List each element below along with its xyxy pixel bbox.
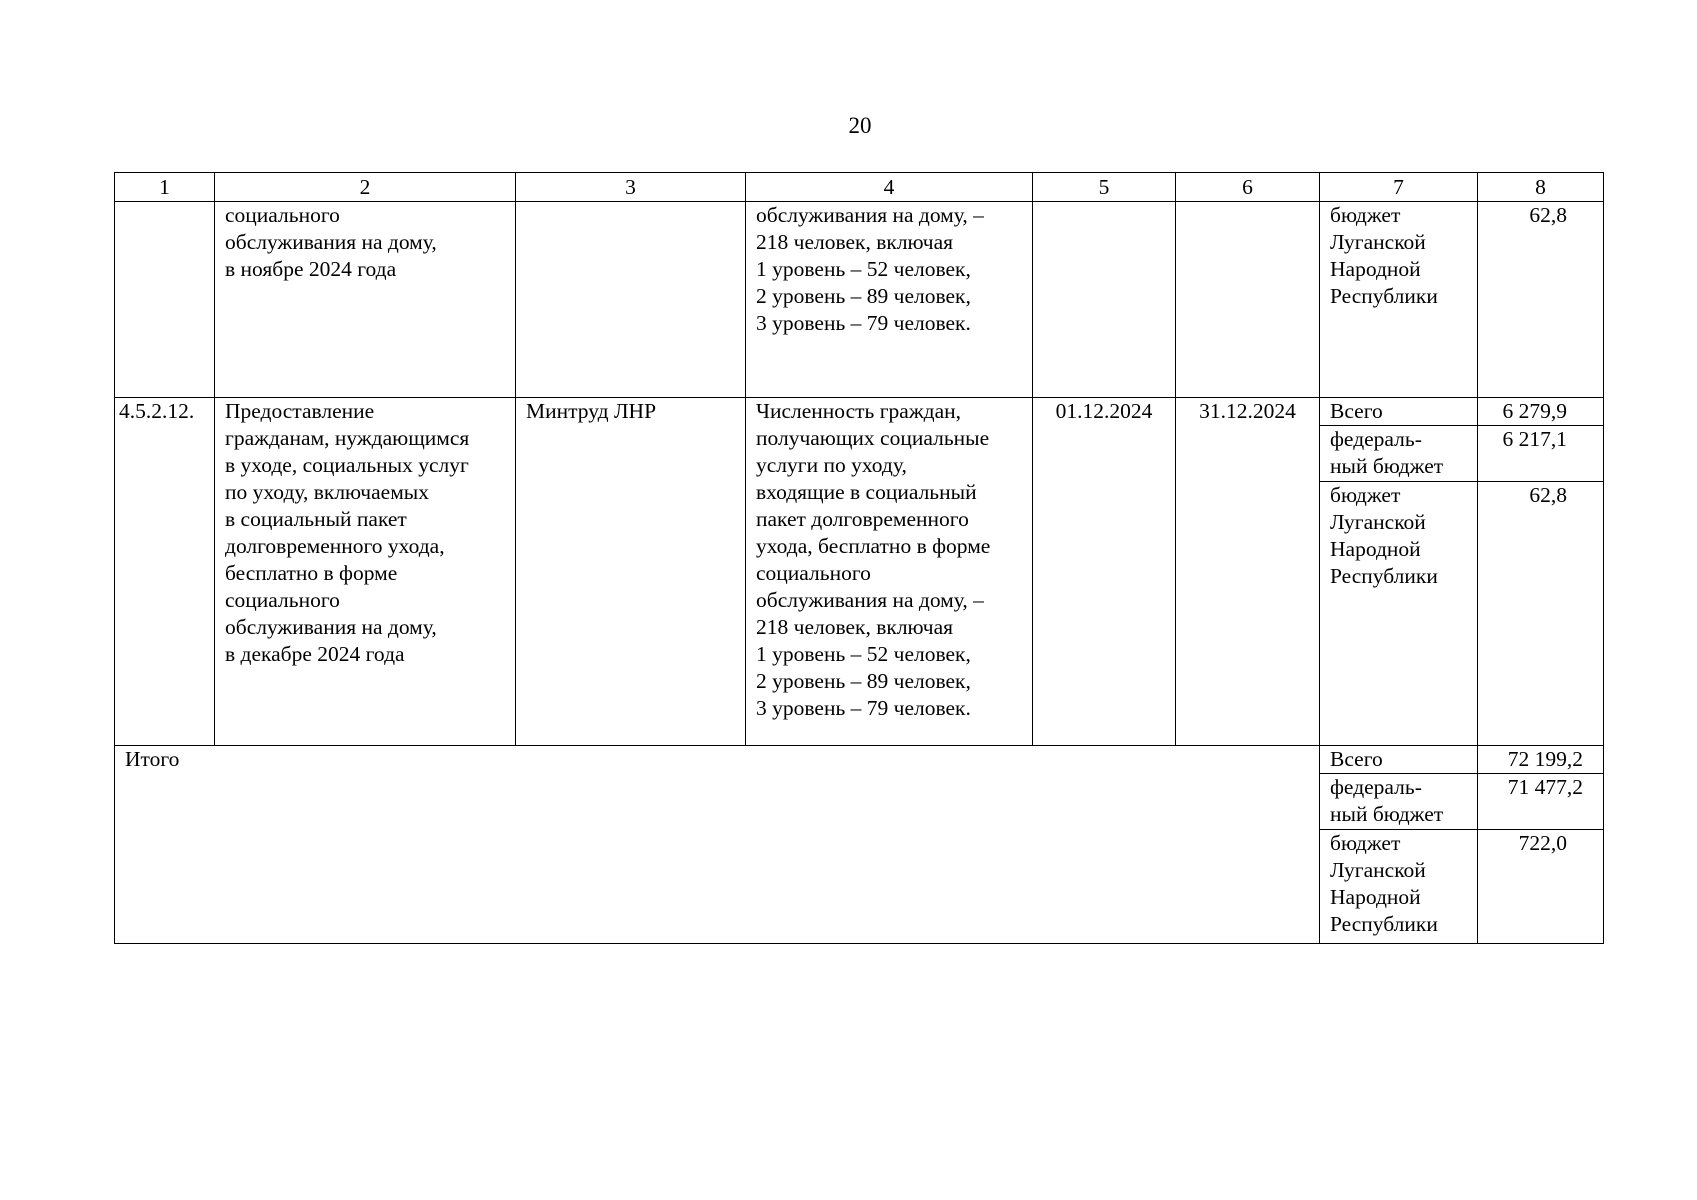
column-number: 6 [1176,173,1320,202]
column-number-row [115,173,1604,202]
text-line: гражданам, нуждающимся [225,426,470,450]
text-line: по уходу, включаемых [225,480,429,504]
text-line: Всего [1330,747,1383,771]
text-line: долговременного ухода, [225,534,445,558]
text-line: Республики [1330,284,1438,308]
text-line: Луганской [1330,858,1426,882]
text-line: 2 уровень – 89 человек, [756,669,971,693]
column-number: 5 [1033,173,1176,202]
text-line: обслуживания на дому, [225,230,437,254]
text-line: входящие в социальный [756,480,977,504]
text-line: федераль- [1330,427,1422,451]
text-line: в социальный пакет [225,507,407,531]
activity-name-cell [215,398,516,746]
funding-source-cell [1320,774,1478,830]
column-number: 4 [746,173,1033,202]
column-number: 3 [516,173,746,202]
column-number: 8 [1478,173,1604,202]
funding-source-cell [1320,482,1478,746]
executor-cell: Минтруд ЛНР [516,398,746,746]
text-line: социального [756,561,871,585]
text-line: федераль- [1330,775,1422,799]
funding-source-cell [1320,202,1478,398]
funding-source-cell [1320,746,1478,774]
text-line: обслуживания на дому, – [756,203,984,227]
text-line: Луганской [1330,230,1426,254]
activity-row [115,398,1604,426]
text-line: в уходе, социальных услуг [225,453,469,477]
text-line: в ноябре 2024 года [225,257,397,281]
text-line: 3 уровень – 79 человек. [756,696,971,720]
column-number: 2 [215,173,516,202]
text-line: услуги по уходу, [756,453,907,477]
text-line: бюджет [1330,483,1401,507]
text-line: Республики [1330,912,1438,936]
text-line: Республики [1330,564,1438,588]
end-date-cell [1176,202,1320,398]
funding-source-cell [1320,426,1478,482]
end-date-cell: 31.12.2024 [1176,398,1320,746]
continuation-row [115,202,1604,398]
text-line: 218 человек, включая [756,230,954,254]
text-line: ухода, бесплатно в форме [756,534,991,558]
amount-cell: 62,8 [1478,202,1604,398]
amount-cell: 722,0 [1478,830,1604,944]
amount-cell: 6 279,9 [1478,398,1604,426]
total-label-cell: Итого [115,746,1320,944]
funding-source-cell [1320,830,1478,944]
activity-name-cell [215,202,516,398]
text-line: социального [225,203,340,227]
text-line: получающих социальные [756,426,990,450]
funding-source-cell [1320,398,1478,426]
text-line: Народной [1330,537,1421,561]
text-line: обслуживания на дому, – [756,588,984,612]
indicator-cell [746,202,1033,398]
text-line: Народной [1330,257,1421,281]
text-line: 3 уровень – 79 человек. [756,311,971,335]
column-number: 1 [115,173,215,202]
activities-table [114,172,1604,944]
code-cell [115,202,215,398]
text-line: Численность граждан, [756,399,962,423]
text-line: 218 человек, включая [756,615,954,639]
indicator-cell [746,398,1033,746]
column-number: 7 [1320,173,1478,202]
executor-cell [516,202,746,398]
amount-cell: 6 217,1 [1478,426,1604,482]
amount-cell: 62,8 [1478,482,1604,746]
code-cell: 4.5.2.12. [115,398,215,746]
total-row [115,746,1604,774]
text-line: ный бюджет [1330,454,1444,478]
text-line: Луганской [1330,510,1426,534]
text-line: 1 уровень – 52 человек, [756,257,971,281]
text-line: 1 уровень – 52 человек, [756,642,971,666]
text-line: бюджет [1330,831,1401,855]
page-number: 20 [848,113,872,138]
text-line: Всего [1330,399,1383,423]
text-line: 2 уровень – 89 человек, [756,284,971,308]
text-line: бюджет [1330,203,1401,227]
start-date-cell [1033,202,1176,398]
text-line: Предоставление [225,399,375,423]
text-line: Народной [1330,885,1421,909]
start-date-cell: 01.12.2024 [1033,398,1176,746]
text-line: ный бюджет [1330,802,1444,826]
text-line: бесплатно в форме [225,561,398,585]
text-line: социального [225,588,340,612]
text-line: в декабре 2024 года [225,642,405,666]
amount-cell: 71 477,2 [1478,774,1604,830]
amount-cell: 72 199,2 [1478,746,1604,774]
text-line: пакет долговременного [756,507,969,531]
text-line: обслуживания на дому, [225,615,437,639]
